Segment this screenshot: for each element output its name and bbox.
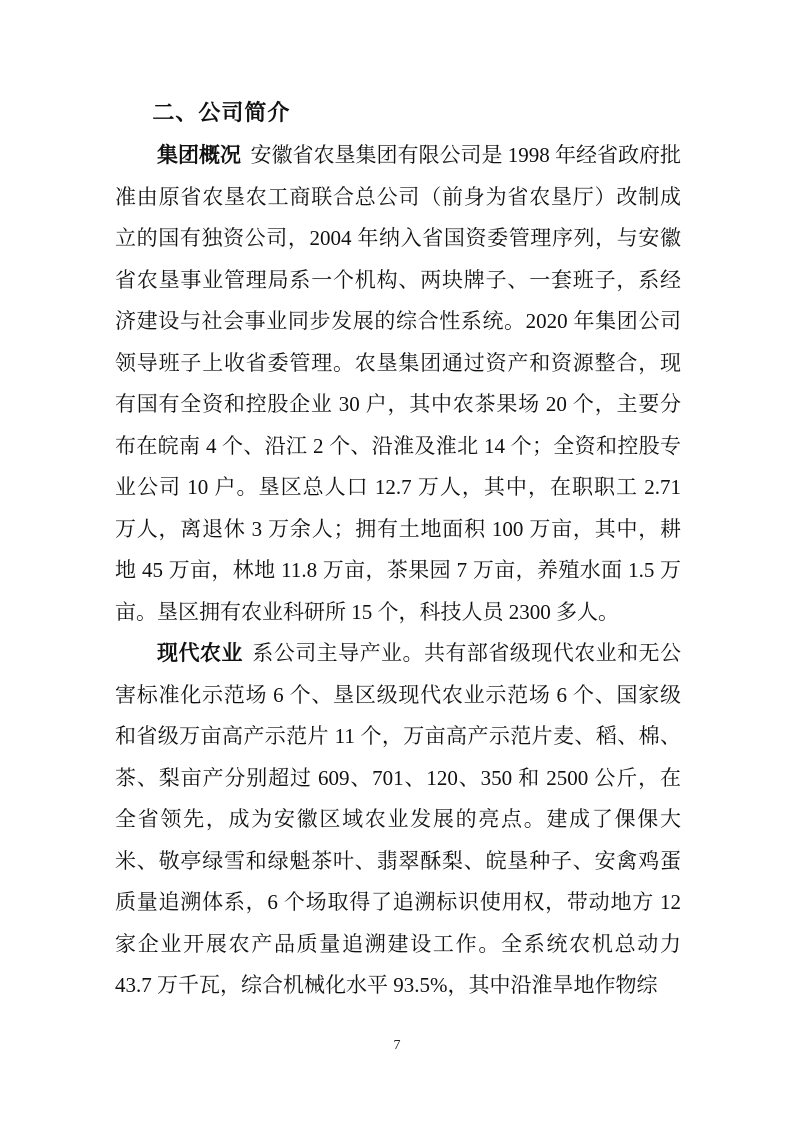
paragraph-text-modern-agriculture: 系公司主导产业。共有部省级现代农业和无公害标准化示范场 6 个、垦区级现代农业示范场 6 个、国家级和省级万亩高产示范片 11 个，万亩高产示范片麦、稻、棉、茶、梨亩产分别超过 609、701、120、350 和 2500 公斤，在全省领先，成为安徽区域农业发展的亮点。建成了倮倮大米、敬亭绿雪和绿魁茶叶、翡翠酥梨、皖垦种子、安禽鸡蛋质量追溯体系，6 个场取得了追溯标识使用权，带动地方 12 家企业开展农产品质量追溯建设工作。全系统农机总动力 43.7 万千瓦，综合机械化水平 93.5%，其中沿淮旱地作物综 (115, 641, 682, 997)
section-heading: 二、公司简介 (152, 100, 291, 125)
paragraph-lead-modern-agriculture: 现代农业 (157, 641, 243, 665)
paragraph-modern-agriculture (115, 633, 681, 1007)
paragraph-lead-group-overview: 集团概况 (157, 143, 242, 167)
page-footer (0, 1036, 794, 1056)
paragraph-text-group-overview: 安徽省农垦集团有限公司是 1998 年经省政府批准由原省农垦农工商联合总公司（前身为省农垦厅）改制成立的国有独资公司，2004 年纳入省国资委管理序列，与安徽省农垦事业管理局系一个机构、两块牌子、一套班子，系经济建设与社会事业同步发展的综合性系统。2020 年集团公司领导班子上收省委管理。农垦集团通过资产和资源整合，现有国有全资和控股企业 30 户，其中农茶果场 20 个，主要分布在皖南 4 个、沿江 2 个、沿淮及淮北 14 个；全资和控股专业公司 10 户。垦区总人口 12.7 万人，其中，在职职工 2.71 万人，离退休 3 万余人；拥有土地面积 100 万亩，其中，耕地 45 万亩，林地 11.8 万亩，茶果园 7 万亩，养殖水面 1.5 万亩。垦区拥有农业科研所 15 个，科技人员 2300 多人。 (115, 143, 682, 624)
document-content (115, 90, 681, 1007)
page-number: 7 (393, 1038, 401, 1053)
paragraph-group-overview (115, 135, 681, 633)
